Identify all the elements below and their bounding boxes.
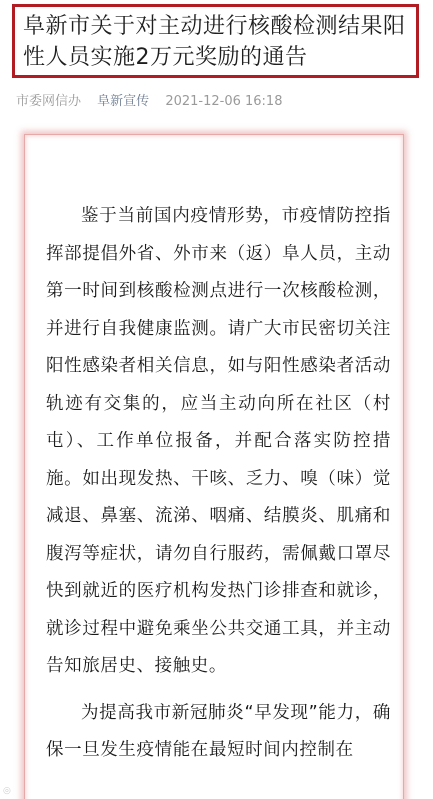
title-box (12, 4, 419, 78)
document-paragraph-1: 鉴于当前国内疫情形势，市疫情防控指挥部提倡外省、外市来（返）阜人员，主动第一时间到核酸检测点进行一次核酸检测，并进行自我健康监测。请广大市民密切关注阳性感染者相关信息，如与阳性感染者活动轨迹有交集的，应当主动向所在社区（村屯）、工作单位报备，并配合落实防控措施。如出现发热、干咳、乏力、嗅（味）觉减退、鼻塞、流涕、咽痛、结膜炎、肌痛和腹泻等症状，请勿自行服药，需佩戴口罩尽快到就近的医疗机构发热门诊排查和就诊，就诊过程中避免乘坐公共交通工具，并主动告知旅居史、接触史。 (46, 206, 391, 676)
watermark-logo: ◎ (3, 786, 11, 796)
article-title: 阜新市关于对主动进行核酸检测结果阳性人员实施2万元奖励的通告 (23, 14, 406, 70)
article-source: 市委网信办 (16, 94, 82, 109)
document-body (46, 198, 391, 770)
publish-date: 2021-12-06 16:18 (165, 94, 283, 109)
account-link[interactable]: 阜新宣传 (97, 94, 150, 109)
article-meta (16, 90, 282, 109)
document-paragraph-2: 为提高我市新冠肺炎“早发现”能力，确保一旦发生疫情能在最短时间内控制在 (46, 702, 391, 760)
